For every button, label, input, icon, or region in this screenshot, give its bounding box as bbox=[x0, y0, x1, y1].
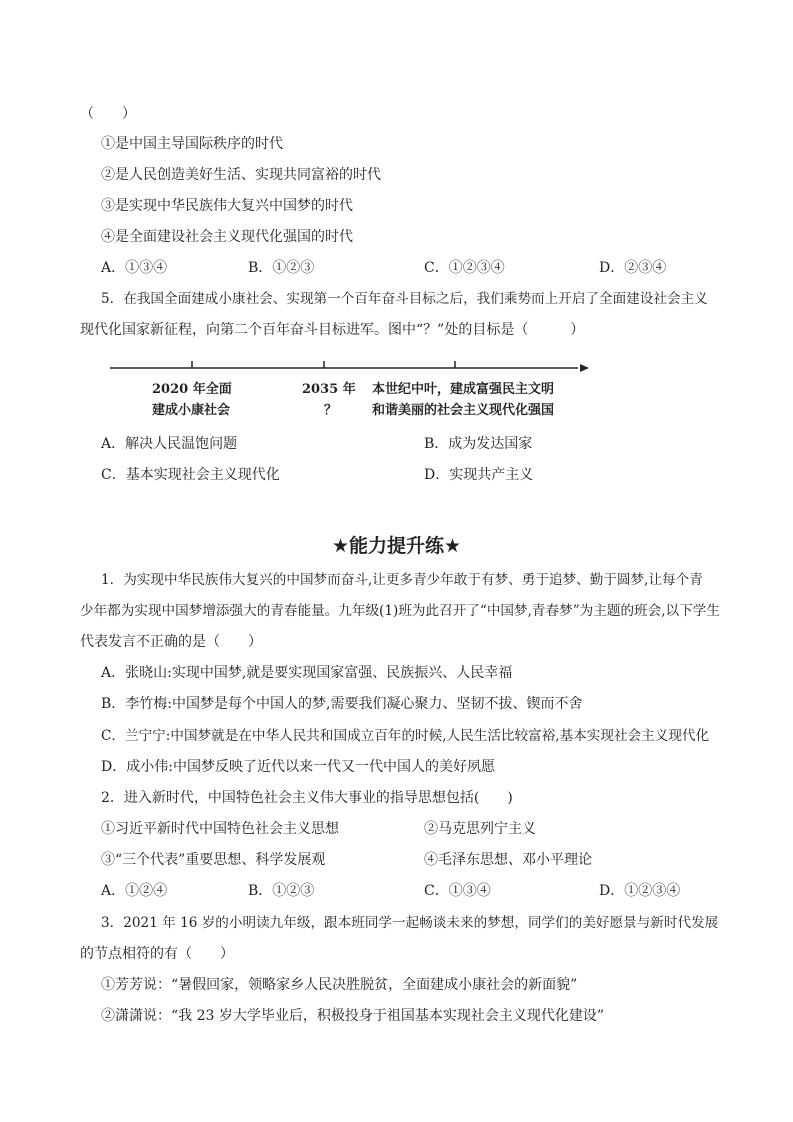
q5-option-b: B．成为发达国家 bbox=[424, 436, 533, 452]
s2-item-1: ①习近平新时代中国特色社会主义思想 bbox=[101, 821, 339, 837]
timeline-label-2020: 2020 年全面 bbox=[152, 382, 232, 397]
timeline-label-2035: 2035 年 bbox=[302, 382, 356, 397]
timeline-label-midcentury: 本世纪中叶，建成富强民主文明 bbox=[372, 382, 555, 397]
s2-option-a: A．①②④ bbox=[101, 883, 168, 899]
s2-item-3: ③“三个代表”重要思想、科学发展观 bbox=[101, 852, 326, 868]
q5-option-c: C．基本实现社会主义现代化 bbox=[101, 467, 280, 483]
s1-stem-line1: 1．为实现中华民族伟大复兴的中国梦而奋斗,让更多青少年敢于有梦、勇于追梦、勤于圆梦,让每个青 bbox=[101, 572, 703, 588]
choice-item-2: ②是人民创造美好生活、实现共同富裕的时代 bbox=[101, 167, 381, 183]
s2-option-b: B．①②③ bbox=[248, 883, 315, 899]
s2-item-4: ④毛泽东思想、邓小平理论 bbox=[424, 852, 592, 868]
s3-item-2: ②潇潇说：“我 23 岁大学毕业后，积极投身于祖国基本实现社会主义现代化建设” bbox=[101, 1008, 605, 1024]
s3-item-1: ①芳芳说：“暑假回家，领略家乡人民决胜脱贫，全面建成小康社会的新面貌” bbox=[101, 977, 578, 993]
q5-option-d: D．实现共产主义 bbox=[424, 467, 534, 483]
s3-stem-line2: 的节点相符的有（ ） bbox=[80, 946, 234, 962]
s2-option-d: D．①②③④ bbox=[599, 883, 681, 899]
q5-stem-line1: 5．在我国全面建成小康社会、实现第一个百年奋斗目标之后，我们乘势而上开启了全面建设社会主义 bbox=[101, 291, 708, 307]
choice-item-4: ④是全面建设社会主义现代化强国的时代 bbox=[101, 229, 353, 245]
s3-stem-line1: 3．2021 年 16 岁的小明读九年级，跟本班同学一起畅谈未来的梦想，同学们的美好愿景与新时代发展 bbox=[101, 915, 719, 931]
timeline-label-2020-desc: 建成小康社会 bbox=[152, 403, 231, 418]
s1-option-c: C．兰宁宁:中国梦就是在中华人民共和国成立百年的时候,人民生活比较富裕,基本实现社会主义现代化 bbox=[101, 728, 710, 744]
q5-stem-line2: 现代化国家新征程，向第二个百年奋斗目标进军。图中“？”处的目标是（ ） bbox=[80, 322, 585, 338]
s2-item-2: ②马克思列宁主义 bbox=[424, 821, 536, 837]
s2-option-c: C．①③④ bbox=[424, 883, 491, 899]
s1-option-b: B．李竹梅:中国梦是每个中国人的梦,需要我们凝心聚力、坚韧不拔、锲而不舍 bbox=[101, 696, 583, 712]
s2-stem: 2．进入新时代，中国特色社会主义伟大事业的指导思想包括( ) bbox=[101, 790, 513, 806]
section-title: ★能力提升练★ bbox=[331, 535, 462, 557]
timeline-label-midcentury-desc: 和谐美丽的社会主义现代化强国 bbox=[372, 403, 555, 418]
timeline-figure bbox=[110, 353, 590, 423]
option-b: B．①②③ bbox=[248, 260, 315, 276]
timeline-axis bbox=[110, 353, 590, 383]
choice-item-1: ①是中国主导国际秩序的时代 bbox=[101, 136, 283, 152]
s1-stem-line2: 少年都为实现中国梦增添强大的青春能量。九年级(1)班为此召开了“中国梦,青春梦”为主题的班会,以下学生 bbox=[80, 603, 720, 619]
s1-option-a: A．张晓山:实现中国梦,就是要实现国家富强、民族振兴、人民幸福 bbox=[101, 665, 513, 681]
timeline-label-question: ？ bbox=[324, 403, 338, 418]
s1-option-d: D．成小伟:中国梦反映了近代以来一代又一代中国人的美好夙愿 bbox=[101, 759, 495, 775]
option-d: D．②③④ bbox=[599, 260, 667, 276]
answer-paren: （ ） bbox=[80, 106, 136, 122]
q5-option-a: A．解决人民温饱问题 bbox=[101, 436, 238, 452]
s1-stem-line3: 代表发言不正确的是（ ） bbox=[80, 634, 262, 650]
option-c: C．①②③④ bbox=[424, 260, 505, 276]
option-a: A．①③④ bbox=[101, 260, 168, 276]
choice-item-3: ③是实现中华民族伟大复兴中国梦的时代 bbox=[101, 198, 353, 214]
